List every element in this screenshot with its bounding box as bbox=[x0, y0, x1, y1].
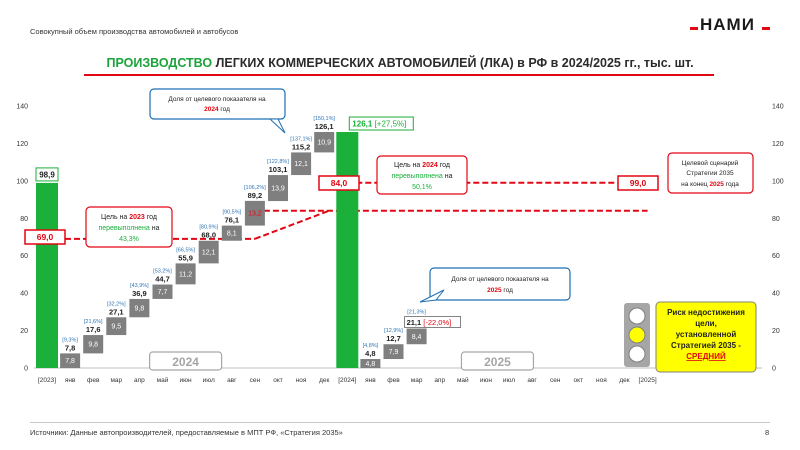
y-tick-right: 100 bbox=[772, 178, 784, 186]
callout-strategy-line1: Целевой сценарий bbox=[681, 160, 739, 167]
x-tick-label: мар bbox=[410, 377, 423, 384]
callout-share-2025-line2: 2025 год bbox=[487, 287, 513, 294]
y-tick-left: 0 bbox=[24, 365, 28, 373]
cumulative-value-label: 7,8 bbox=[64, 343, 76, 353]
y-tick-right: 60 bbox=[772, 253, 780, 261]
x-tick-label: авг bbox=[227, 377, 237, 384]
callout-strategy-line2: Стратегии 2035 bbox=[686, 170, 734, 177]
x-tick-label: янв bbox=[365, 377, 376, 384]
cumulative-value-label: 44,7 bbox=[155, 274, 170, 284]
x-tick-label: дек bbox=[319, 377, 330, 384]
target-2025-box-label: 99,0 bbox=[629, 178, 647, 188]
monthly-value-label: 10,9 bbox=[317, 139, 332, 147]
cumulative-percent-label: [122,8%] bbox=[267, 159, 289, 166]
x-tick-label: мар bbox=[110, 377, 123, 384]
target-2024-box-label: 84,0 bbox=[330, 178, 348, 188]
logo-text: НАМИ bbox=[700, 15, 755, 34]
callout-goal-2024-line1: Цель на 2024 год bbox=[394, 162, 450, 169]
bar-total bbox=[36, 183, 58, 368]
cumulative-percent-label: [4,8%] bbox=[362, 343, 379, 350]
cumulative-percent-label: [53,2%] bbox=[153, 268, 172, 275]
cumulative-value-label: 55,9 bbox=[178, 253, 193, 263]
footer-source: Источники: Данные автопроизводителей, предоставляемые в МПТ РФ, «Стратегия 2035» bbox=[30, 428, 343, 437]
title-rest: ЛЕГКИХ КОММЕРЧЕСКИХ АВТОМОБИЛЕЙ (ЛКА) в РФ в 2024/2025 гг., тыс. шт. bbox=[212, 56, 694, 70]
x-tick-label: июн bbox=[479, 377, 492, 384]
y-tick-left: 100 bbox=[16, 178, 28, 186]
cumulative-percent-label: [32,2%] bbox=[106, 301, 126, 308]
x-tick-label: авг bbox=[527, 377, 537, 384]
y-tick-right: 40 bbox=[772, 290, 780, 298]
cumulative-percent-label: [90,5%] bbox=[222, 209, 242, 216]
cumulative-value-label: 17,6 bbox=[85, 325, 101, 335]
x-tick-label: май bbox=[156, 377, 169, 384]
callout-share-2024 bbox=[150, 89, 285, 119]
cumulative-value-label: 126,1 bbox=[314, 122, 334, 132]
y-tick-left: 20 bbox=[20, 328, 28, 336]
x-tick-label: [2024] bbox=[338, 377, 357, 384]
cumulative-percent-label: [150,1%] bbox=[313, 116, 336, 123]
cumulative-value-label: 103,1 bbox=[268, 165, 288, 175]
x-tick-label: фев bbox=[86, 377, 100, 384]
monthly-value-label: 11,2 bbox=[179, 271, 193, 279]
page-number: 8 bbox=[765, 428, 770, 437]
x-tick-label: [2025] bbox=[638, 377, 657, 384]
monthly-value-label: 7,8 bbox=[65, 358, 75, 366]
y-tick-right: 80 bbox=[772, 215, 780, 223]
callout-goal-2024-line2: перевыполнена на bbox=[391, 173, 453, 180]
callout-strategy-line3: на конец 2025 года bbox=[681, 181, 739, 188]
risk-line4: Стратегией 2035 - bbox=[671, 341, 741, 350]
monthly-value-label: 13,9 bbox=[271, 185, 285, 193]
y-tick-right: 140 bbox=[772, 103, 784, 111]
callout-share-2024-line1: Доля от целевого показателя на bbox=[168, 96, 266, 103]
monthly-value-label: 4,8 bbox=[365, 361, 376, 369]
risk-line1: Риск недостижения bbox=[667, 308, 745, 317]
year-label: 2024 bbox=[172, 355, 199, 369]
callout-pointer bbox=[270, 119, 285, 133]
traffic-light-top bbox=[629, 308, 645, 324]
y-tick-left: 120 bbox=[16, 140, 28, 148]
monthly-value-label: 9,8 bbox=[88, 341, 99, 349]
x-tick-label: ноя bbox=[596, 377, 607, 384]
total-value-label: 126,1 [+27,5%] bbox=[352, 119, 407, 129]
callout-goal-2023-line1: Цель на 2023 год bbox=[101, 214, 157, 221]
traffic-light-middle bbox=[629, 327, 645, 343]
x-tick-label: окт bbox=[573, 377, 584, 384]
cumulative-value-label: 21,1 [-22,0%] bbox=[406, 318, 452, 328]
x-tick-label: ноя bbox=[295, 377, 307, 384]
monthly-value-label: 9,5 bbox=[111, 323, 122, 331]
cumulative-value-label: 4,8 bbox=[365, 349, 376, 359]
y-tick-left: 140 bbox=[16, 103, 28, 111]
cumulative-value-label: 12,7 bbox=[386, 334, 401, 344]
title-accent: ПРОИЗВОДСТВО bbox=[106, 56, 213, 70]
y-tick-left: 40 bbox=[20, 290, 28, 298]
cumulative-percent-label: [137,1%] bbox=[290, 136, 312, 143]
cumulative-value-label: 76,1 bbox=[224, 215, 240, 225]
x-tick-label: окт bbox=[273, 377, 283, 384]
monthly-value-label: 7,7 bbox=[157, 289, 168, 297]
monthly-value-label: 8,4 bbox=[411, 333, 422, 341]
cumulative-value-label: 89,2 bbox=[247, 191, 263, 201]
y-tick-left: 80 bbox=[20, 215, 28, 223]
x-tick-label: сен bbox=[549, 377, 561, 384]
callout-goal-2024-pct: 50,1% bbox=[412, 184, 432, 191]
cumulative-value-label: 27,1 bbox=[108, 307, 124, 317]
x-tick-label: июл bbox=[502, 377, 516, 384]
target-2023-box-label: 69,0 bbox=[36, 232, 54, 242]
year-label: 2025 bbox=[484, 355, 511, 369]
monthly-value-label: 9,8 bbox=[134, 305, 145, 313]
cumulative-value-label: 115,2 bbox=[291, 142, 311, 152]
x-tick-label: июл bbox=[202, 377, 215, 384]
callout-share-2025 bbox=[430, 268, 570, 300]
target-connector bbox=[255, 211, 329, 239]
x-tick-label: апр bbox=[434, 377, 446, 384]
bar-total bbox=[336, 132, 358, 368]
cumulative-percent-label: [9,3%] bbox=[62, 337, 78, 344]
cumulative-value-label: 36,9 bbox=[132, 288, 147, 298]
total-value-label: 98,9 bbox=[39, 170, 55, 180]
x-tick-label: апр bbox=[134, 377, 145, 384]
x-tick-label: фев bbox=[387, 377, 400, 384]
cumulative-percent-label: [21,3%] bbox=[407, 309, 426, 316]
x-tick-label: май bbox=[456, 377, 469, 384]
cumulative-percent-label: [80,9%] bbox=[199, 224, 219, 231]
cumulative-percent-label: [12,9%] bbox=[384, 328, 403, 335]
monthly-value-label: 8,1 bbox=[226, 230, 237, 238]
traffic-light-bottom bbox=[629, 346, 645, 362]
monthly-value-label: 7,9 bbox=[388, 349, 399, 357]
x-tick-label: дек bbox=[619, 377, 630, 384]
monthly-value-label: 13,2 bbox=[248, 210, 262, 218]
monthly-value-label: 12,1 bbox=[294, 161, 308, 169]
monthly-value-label: 12,1 bbox=[201, 249, 216, 257]
cumulative-percent-label: [43,9%] bbox=[130, 282, 149, 289]
x-tick-label: янв bbox=[64, 377, 76, 384]
x-tick-label: сен bbox=[249, 377, 261, 384]
cumulative-percent-label: [66,5%] bbox=[176, 247, 195, 254]
risk-line2: цели, bbox=[695, 319, 717, 328]
y-tick-right: 20 bbox=[772, 328, 780, 336]
x-tick-label: [2023] bbox=[37, 377, 57, 384]
callout-goal-2023-pct: 43,3% bbox=[119, 236, 139, 243]
cumulative-percent-label: [106,2%] bbox=[244, 185, 266, 192]
footer-divider bbox=[30, 422, 770, 423]
cumulative-percent-label: [21,6%] bbox=[83, 319, 103, 326]
x-tick-label: июн bbox=[179, 377, 192, 384]
risk-level: СРЕДНИЙ bbox=[686, 352, 726, 361]
y-tick-right: 0 bbox=[772, 365, 776, 373]
risk-line3: установленной bbox=[675, 330, 737, 339]
y-tick-right: 120 bbox=[772, 140, 784, 148]
callout-goal-2023-line2: перевыполнена на bbox=[98, 225, 160, 232]
y-tick-left: 60 bbox=[20, 253, 28, 261]
header-subtitle: Совокупный объем производства автомобилей и автобусов bbox=[30, 27, 239, 36]
callout-share-2024-line2: 2024 год bbox=[204, 106, 230, 113]
cumulative-value-label: 68,0 bbox=[201, 230, 217, 240]
callout-share-2025-line1: Доля от целевого показателя на bbox=[451, 276, 549, 283]
